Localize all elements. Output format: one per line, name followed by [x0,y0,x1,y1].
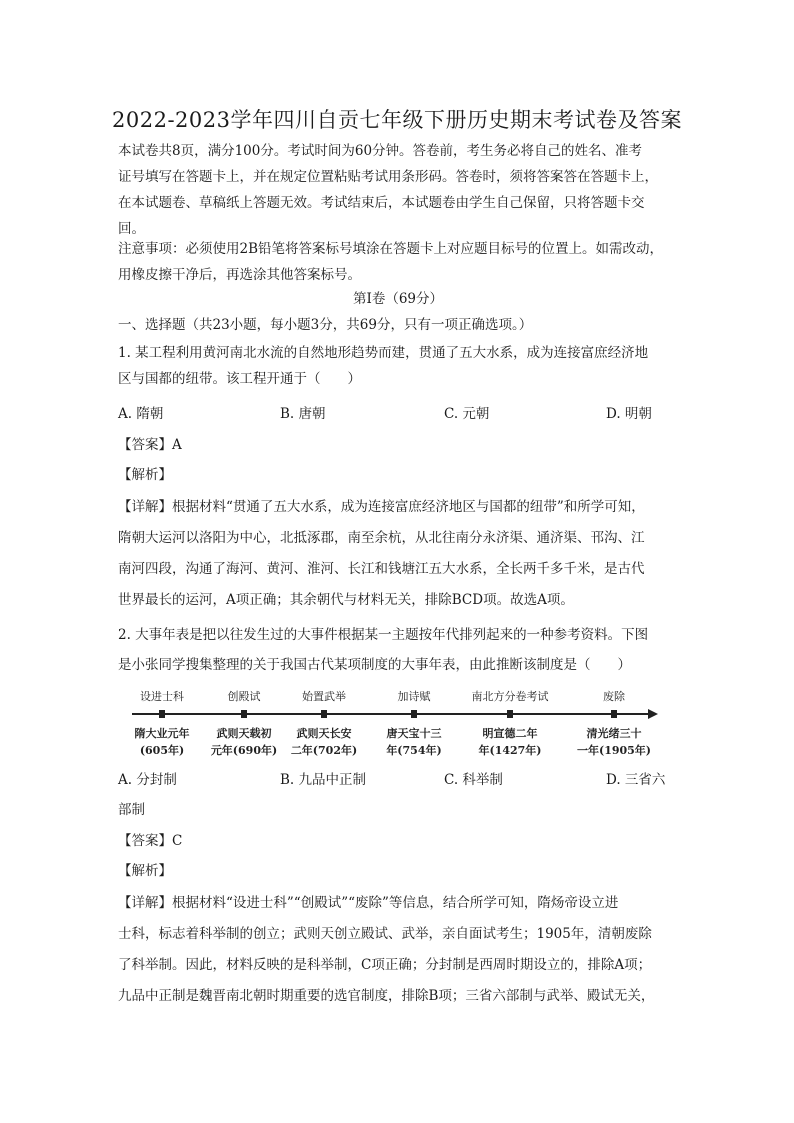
notice-line: 注意事项：必须使用2B铅笔将答案标号填涂在答题卡上对应题目标号的位置上。如需改动， [118,241,664,257]
timeline-date: 元年(690年) [210,744,278,757]
timeline-date: 唐天宝十三 [386,727,442,740]
timeline-tick [321,710,327,718]
question-1-answer: 【答案】A [118,437,182,453]
timeline-date: 清光绪三十 [586,727,642,740]
timeline-tick [159,710,165,718]
option-d-wrap: 部制 [118,802,145,818]
intro-line: 证号填写在答题卡上，并在规定位置粘贴考试用条形码。答卷时，须将答案答在答题卡上， [118,169,658,185]
detail-line: 了科举制。因此，材料反映的是科举制，C项正确；分封制是西周时期设立的，排除A项； [118,957,652,973]
option-b[interactable]: B. 唐朝 [280,406,326,422]
timeline-date: (605年) [139,744,185,757]
question-2-answer: 【答案】C [118,833,183,849]
detail-line: 九品中正制是魏晋南北朝时期重要的选官制度，排除B项；三省六部制与武举、殿试无关， [118,988,655,1004]
page-title: 2022-2023学年四川自贡七年级下册历史期末考试卷及答案 [112,108,682,132]
detail-line: 【详解】根据材料“设进士科”“创殿试”“废除”等信息，结合所学可知，隋炀帝设立进 [118,895,619,911]
detail-line: 南河四段，沟通了海河、黄河、淮河、长江和钱塘江五大水系，全长两千多千米，是古代 [118,561,645,577]
option-c[interactable]: C. 科举制 [444,772,503,788]
detail-line: 隋朝大运河以洛阳为中心，北抵涿郡，南至余杭，从北往南分永济渠、通济渠、邗沟、江 [118,530,645,546]
section-heading: 一、选择题（共23小题，每小题3分，共69分，只有一项正确选项。） [118,317,533,333]
timeline-event: 始置武举 [302,690,346,703]
option-b[interactable]: B. 九品中正制 [280,772,367,788]
option-a[interactable]: A. 分封制 [118,772,177,788]
timeline-event: 设进士科 [140,690,184,703]
timeline-date: 二年(702年) [290,744,358,757]
timeline-figure [128,682,668,762]
stem-line: 是小张同学搜集整理的关于我国古代某项制度的大事年表，由此推断该制度是（ ） [118,657,631,673]
timeline-event: 废除 [603,690,625,703]
timeline-event: 南北方分卷考试 [471,690,549,703]
timeline-date: 明宣德二年 [482,727,538,740]
question-1-detail [118,492,678,616]
question-1-options [118,402,678,428]
timeline-date: 隋大业元年 [134,727,190,740]
option-d[interactable]: D. 三省六 [606,772,666,788]
timeline-date: 武则天载初 [216,727,272,740]
timeline-tick [507,710,513,718]
option-d[interactable]: D. 明朝 [606,406,652,422]
stem-line: 区与国都的纽带。该工程开通于（ ） [118,371,361,387]
timeline-arrow [648,709,658,719]
notice [118,236,678,288]
timeline-event: 加诗赋 [397,690,431,703]
question-1-stem [118,340,678,392]
question-1-analysis-label: 【解析】 [118,467,172,483]
question-2-detail [118,888,678,1012]
option-a[interactable]: A. 隋朝 [118,406,164,422]
stem-line: 1. 某工程利用黄河南北水流的自然地形趋势而建，贯通了五大水系，成为连接富庶经济地 [118,345,649,361]
volume-title: 第Ⅰ卷（69分） [352,291,443,307]
question-2-analysis-label: 【解析】 [118,863,172,879]
detail-line: 士科，标志着科举制的创立；武则天创立殿试、武举，亲自面试考生；1905年，清朝废除 [118,926,652,942]
detail-line: 【详解】根据材料“贯通了五大水系，成为连接富庶经济地区与国都的纽带”和所学可知， [118,499,645,515]
timeline-date: 年(754年) [386,744,442,757]
question-2-stem [118,620,678,680]
detail-line: 世界最长的运河，A项正确；其余朝代与材料无关，排除BCD项。故选A项。 [118,592,574,608]
intro-line: 回。 [118,221,145,237]
stem-line: 2. 大事年表是把以往发生过的大事件根据某一主题按年代排列起来的一种参考资料。下图 [118,627,649,643]
timeline-date: 一年(1905年) [576,744,652,757]
intro-line: 本试卷共8页，满分100分。考试时间为60分钟。答卷前，考生务必将自己的姓名、准考 [118,143,643,159]
question-2-options [118,768,678,794]
intro-line: 在本试题卷、草稿纸上答题无效。考试结束后，本试题卷由学生自己保留，只将答题卡交 [118,195,645,211]
timeline-tick [611,710,617,718]
option-c[interactable]: C. 元朝 [444,406,490,422]
timeline-date: 武则天长安 [296,727,352,740]
notice-line: 用橡皮擦干净后，再选涂其他答案标号。 [118,267,361,283]
timeline-event: 创殿试 [227,690,261,703]
timeline-tick [411,710,417,718]
timeline-tick [241,710,247,718]
exam-intro [118,138,678,242]
timeline-date: 年(1427年) [478,744,542,757]
